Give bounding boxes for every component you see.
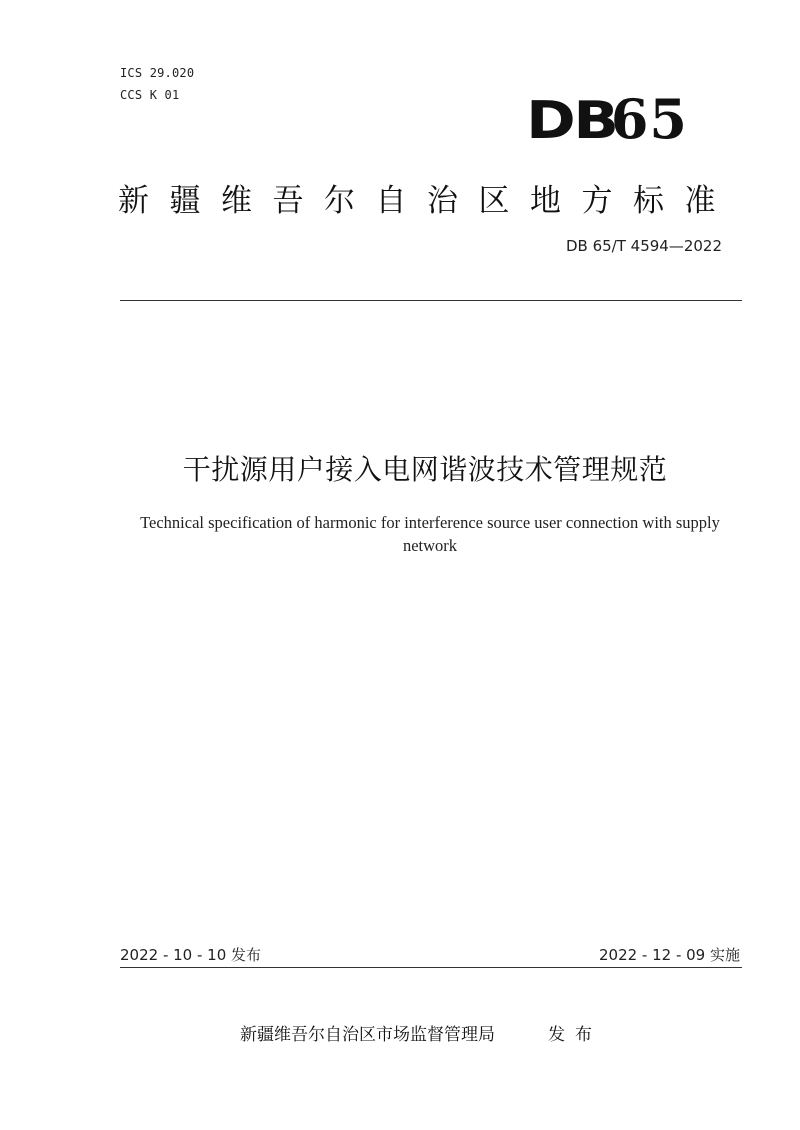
bottom-divider — [120, 967, 742, 968]
publish-label: 发布 — [548, 1025, 602, 1045]
db-logo — [526, 87, 688, 151]
implementation-date: 2022 - 12 - 09 实施 — [598, 946, 740, 964]
title-chinese: 干扰源用户接入电网谐波技术管理规范 — [182, 453, 668, 486]
standard-type: 新疆维吾尔自治区地方标准 — [118, 183, 736, 219]
ccs-code: CCS K 01 — [120, 88, 180, 102]
top-divider — [120, 300, 742, 301]
title-english: Technical specification of harmonic for interference source user connection with supply network — [140, 513, 720, 555]
db-logo-letters: DB — [526, 91, 617, 151]
standard-number: DB 65/T 4594—2022 — [565, 237, 722, 255]
ics-code: ICS 29.020 — [120, 66, 195, 80]
release-date: 2022 - 10 - 10 发布 — [120, 946, 262, 964]
publisher-name: 新疆维吾尔自治区市场监督管理局 — [240, 1025, 495, 1045]
db-logo-number: 65 — [610, 87, 688, 151]
